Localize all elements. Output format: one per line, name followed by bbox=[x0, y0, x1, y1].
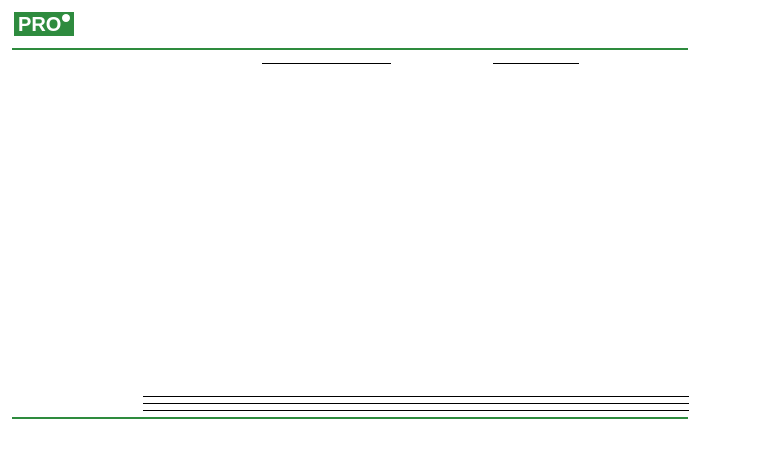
observaciones-line-1[interactable] bbox=[143, 396, 689, 397]
observaciones-line-2[interactable] bbox=[143, 403, 689, 404]
observaciones-line-3[interactable] bbox=[143, 410, 689, 411]
svg-text:PRO: PRO bbox=[18, 14, 62, 36]
footer-block bbox=[575, 418, 691, 454]
